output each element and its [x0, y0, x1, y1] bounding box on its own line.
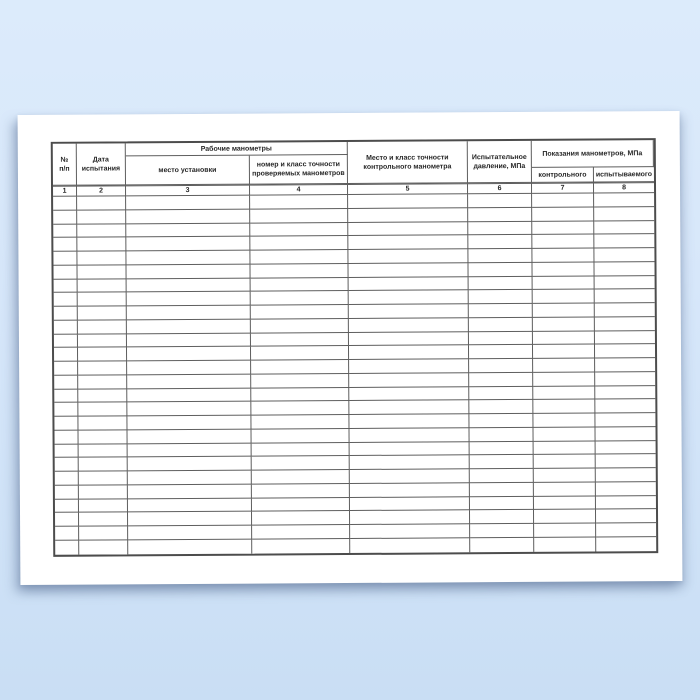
body-cell — [350, 538, 470, 552]
body-cell — [349, 291, 469, 305]
body-cell — [53, 210, 77, 224]
body-cell — [128, 526, 252, 541]
body-cell — [349, 359, 469, 373]
body-cell — [127, 416, 251, 431]
body-cell — [78, 334, 127, 348]
body-cell — [54, 389, 78, 403]
body-cell — [349, 318, 469, 332]
header-cell-install-place: место установки — [126, 156, 250, 186]
body-cell — [350, 524, 470, 538]
body-cell — [533, 427, 595, 441]
body-cell — [252, 456, 350, 470]
body-cell — [127, 333, 251, 348]
column-number-cell: 1 — [53, 186, 77, 197]
body-cell — [79, 485, 128, 499]
body-cell — [77, 265, 126, 279]
body-cell — [128, 512, 252, 527]
body-cell — [594, 193, 654, 207]
body-cell — [470, 455, 534, 469]
body-cell — [470, 538, 534, 552]
body-cell — [54, 430, 78, 444]
body-cell — [127, 361, 251, 376]
body-cell — [55, 444, 79, 458]
body-cell — [252, 511, 350, 525]
body-cell — [251, 305, 349, 319]
body-cell — [79, 499, 128, 513]
body-cell — [54, 348, 78, 362]
body-cell — [468, 221, 532, 235]
body-cell — [534, 455, 596, 469]
body-cell — [54, 417, 78, 431]
header-group-manometer-readings: Показания манометров, МПа — [532, 140, 654, 168]
body-cell — [250, 209, 348, 223]
body-cell — [594, 221, 654, 235]
body-cell — [53, 238, 77, 252]
body-cell — [534, 482, 596, 496]
body-cell — [127, 347, 251, 362]
body-cell — [55, 499, 79, 513]
body-cell — [55, 540, 79, 554]
body-cell — [251, 401, 349, 415]
body-cell — [595, 303, 655, 317]
body-cell — [126, 209, 250, 224]
body-cell — [350, 511, 470, 525]
body-cell — [127, 292, 251, 307]
header-cell-test-date: Дата испытания — [77, 143, 126, 185]
body-cell — [594, 248, 654, 262]
header-cell-control-manometer: Место и класс точности контрольного манометра — [348, 141, 468, 184]
body-cell — [78, 293, 127, 307]
body-cell — [78, 320, 127, 334]
body-cell — [596, 496, 656, 510]
body-cell — [594, 262, 654, 276]
body-cell — [127, 402, 251, 417]
body-cell — [594, 234, 654, 248]
body-cell — [251, 333, 349, 347]
journal-table — [51, 138, 659, 556]
body-cell — [469, 386, 533, 400]
body-cell — [349, 401, 469, 415]
body-cell — [251, 278, 349, 292]
body-cell — [127, 388, 251, 403]
body-cell — [79, 471, 128, 485]
body-cell — [532, 249, 594, 263]
body-cell — [595, 331, 655, 345]
body-cell — [596, 523, 656, 537]
body-cell — [78, 416, 127, 430]
body-cell — [534, 524, 596, 538]
body-cell — [54, 375, 78, 389]
body-cell — [54, 403, 78, 417]
body-cell — [251, 319, 349, 333]
body-cell — [533, 345, 595, 359]
body-cell — [251, 415, 349, 429]
body-cell — [128, 443, 252, 458]
body-cell — [596, 454, 656, 468]
body-cell — [534, 537, 596, 551]
header-cell-readings-control: контрольного — [532, 168, 594, 183]
column-number-cell: 4 — [250, 184, 348, 196]
body-cell — [53, 252, 77, 266]
body-cell — [252, 443, 350, 457]
body-cell — [469, 359, 533, 373]
body-cell — [78, 306, 127, 320]
body-cell — [128, 471, 252, 486]
body-cell — [126, 251, 250, 266]
column-number-cell: 5 — [348, 183, 468, 195]
body-cell — [126, 223, 250, 238]
body-cell — [595, 372, 655, 386]
body-cell — [349, 414, 469, 428]
body-cell — [595, 427, 655, 441]
body-cell — [53, 224, 77, 238]
body-cell — [532, 207, 594, 221]
body-cell — [252, 539, 350, 553]
body-cell — [55, 513, 79, 527]
body-cell — [468, 235, 532, 249]
body-cell — [534, 469, 596, 483]
body-cell — [252, 498, 350, 512]
body-cell — [250, 264, 348, 278]
body-cell — [349, 387, 469, 401]
body-cell — [468, 208, 532, 222]
body-cell — [79, 444, 128, 458]
column-number-cell: 3 — [126, 185, 250, 197]
body-cell — [127, 278, 251, 293]
body-cell — [595, 413, 655, 427]
body-cell — [596, 509, 656, 523]
body-cell — [54, 307, 78, 321]
body-cell — [533, 400, 595, 414]
body-cell — [250, 223, 348, 237]
body-cell — [252, 525, 350, 539]
header-cell-readings-tested: испытываемого — [594, 167, 654, 182]
body-cell — [350, 442, 470, 456]
body-cell — [54, 293, 78, 307]
body-cell — [77, 224, 126, 238]
body-cell — [55, 458, 79, 472]
body-cell — [79, 458, 128, 472]
body-cell — [251, 360, 349, 374]
body-cell — [128, 498, 252, 513]
body-cell — [533, 331, 595, 345]
body-cell — [470, 469, 534, 483]
column-number-cell: 6 — [468, 183, 532, 194]
body-cell — [469, 318, 533, 332]
body-cell — [127, 319, 251, 334]
body-cell — [54, 320, 78, 334]
body-cell — [595, 289, 655, 303]
body-cell — [251, 346, 349, 360]
body-cell — [595, 358, 655, 372]
body-cell — [79, 513, 128, 527]
body-cell — [468, 194, 532, 208]
body-cell — [251, 374, 349, 388]
body-cell — [349, 277, 469, 291]
body-cell — [470, 441, 534, 455]
body-cell — [127, 374, 251, 389]
column-number-cell: 2 — [77, 185, 126, 196]
body-cell — [469, 428, 533, 442]
body-cell — [78, 361, 127, 375]
body-cell — [126, 264, 250, 279]
body-cell — [78, 348, 127, 362]
body-cell — [469, 414, 533, 428]
body-cell — [54, 334, 78, 348]
body-cell — [469, 331, 533, 345]
body-cell — [250, 250, 348, 264]
body-cell — [79, 540, 128, 554]
body-cell — [469, 400, 533, 414]
body-cell — [468, 249, 532, 263]
body-cell — [348, 236, 468, 250]
body-cell — [469, 373, 533, 387]
body-cell — [533, 304, 595, 318]
document-page — [18, 111, 683, 585]
body-cell — [469, 345, 533, 359]
body-cell — [470, 510, 534, 524]
body-cell — [468, 263, 532, 277]
body-cell — [78, 430, 127, 444]
body-cell — [532, 221, 594, 235]
body-cell — [532, 262, 594, 276]
body-cell — [595, 276, 655, 290]
body-cell — [470, 483, 534, 497]
body-cell — [350, 456, 470, 470]
body-cell — [53, 265, 77, 279]
body-cell — [77, 238, 126, 252]
header-cell-test-pressure: Испытательное давление, МПа — [468, 141, 532, 183]
body-cell — [79, 526, 128, 540]
body-cell — [534, 441, 596, 455]
header-cell-row-number: № п/п — [53, 144, 77, 186]
body-cell — [251, 429, 349, 443]
body-cell — [350, 469, 470, 483]
body-cell — [596, 441, 656, 455]
column-number-cell: 8 — [594, 182, 654, 193]
body-cell — [350, 483, 470, 497]
body-cell — [77, 196, 126, 210]
body-cell — [348, 208, 468, 222]
body-cell — [55, 485, 79, 499]
body-cell — [53, 197, 77, 211]
body-cell — [127, 306, 251, 321]
body-cell — [349, 428, 469, 442]
body-cell — [252, 484, 350, 498]
body-cell — [127, 429, 251, 444]
body-cell — [78, 279, 127, 293]
body-cell — [55, 472, 79, 486]
body-cell — [251, 388, 349, 402]
body-cell — [78, 403, 127, 417]
body-cell — [596, 537, 656, 551]
body-cell — [470, 496, 534, 510]
body-cell — [250, 195, 348, 209]
body-cell — [252, 470, 350, 484]
body-cell — [126, 196, 250, 211]
body-cell — [77, 251, 126, 265]
body-cell — [533, 290, 595, 304]
body-cell — [595, 317, 655, 331]
body-cell — [348, 263, 468, 277]
body-cell — [348, 249, 468, 263]
body-cell — [533, 359, 595, 373]
body-cell — [532, 235, 594, 249]
body-cell — [596, 482, 656, 496]
body-cell — [128, 457, 252, 472]
body-cell — [349, 304, 469, 318]
body-cell — [250, 236, 348, 250]
body-cell — [594, 207, 654, 221]
body-cell — [469, 276, 533, 290]
body-cell — [55, 527, 79, 541]
body-cell — [78, 375, 127, 389]
body-cell — [469, 304, 533, 318]
body-cell — [126, 237, 250, 252]
body-cell — [595, 386, 655, 400]
body-cell — [533, 386, 595, 400]
body-cell — [533, 414, 595, 428]
body-cell — [534, 496, 596, 510]
body-cell — [596, 468, 656, 482]
column-number-cell: 7 — [532, 183, 594, 194]
header-group-working-manometers: Рабочие манометры — [126, 142, 348, 156]
body-cell — [469, 290, 533, 304]
body-cell — [470, 524, 534, 538]
body-cell — [349, 346, 469, 360]
body-cell — [54, 362, 78, 376]
body-cell — [78, 389, 127, 403]
header-cell-number-and-class: номер и класс точности проверяемых манометров — [250, 155, 348, 185]
body-cell — [595, 399, 655, 413]
body-cell — [349, 332, 469, 346]
body-cell — [348, 222, 468, 236]
body-cell — [532, 194, 594, 208]
body-cell — [533, 317, 595, 331]
body-cell — [77, 210, 126, 224]
body-cell — [251, 291, 349, 305]
body-cell — [534, 510, 596, 524]
body-cell — [533, 276, 595, 290]
body-cell — [533, 372, 595, 386]
body-cell — [349, 373, 469, 387]
body-cell — [348, 194, 468, 208]
body-cell — [350, 497, 470, 511]
body-cell — [595, 344, 655, 358]
body-cell — [128, 539, 252, 554]
body-cell — [128, 484, 252, 499]
body-cell — [54, 279, 78, 293]
